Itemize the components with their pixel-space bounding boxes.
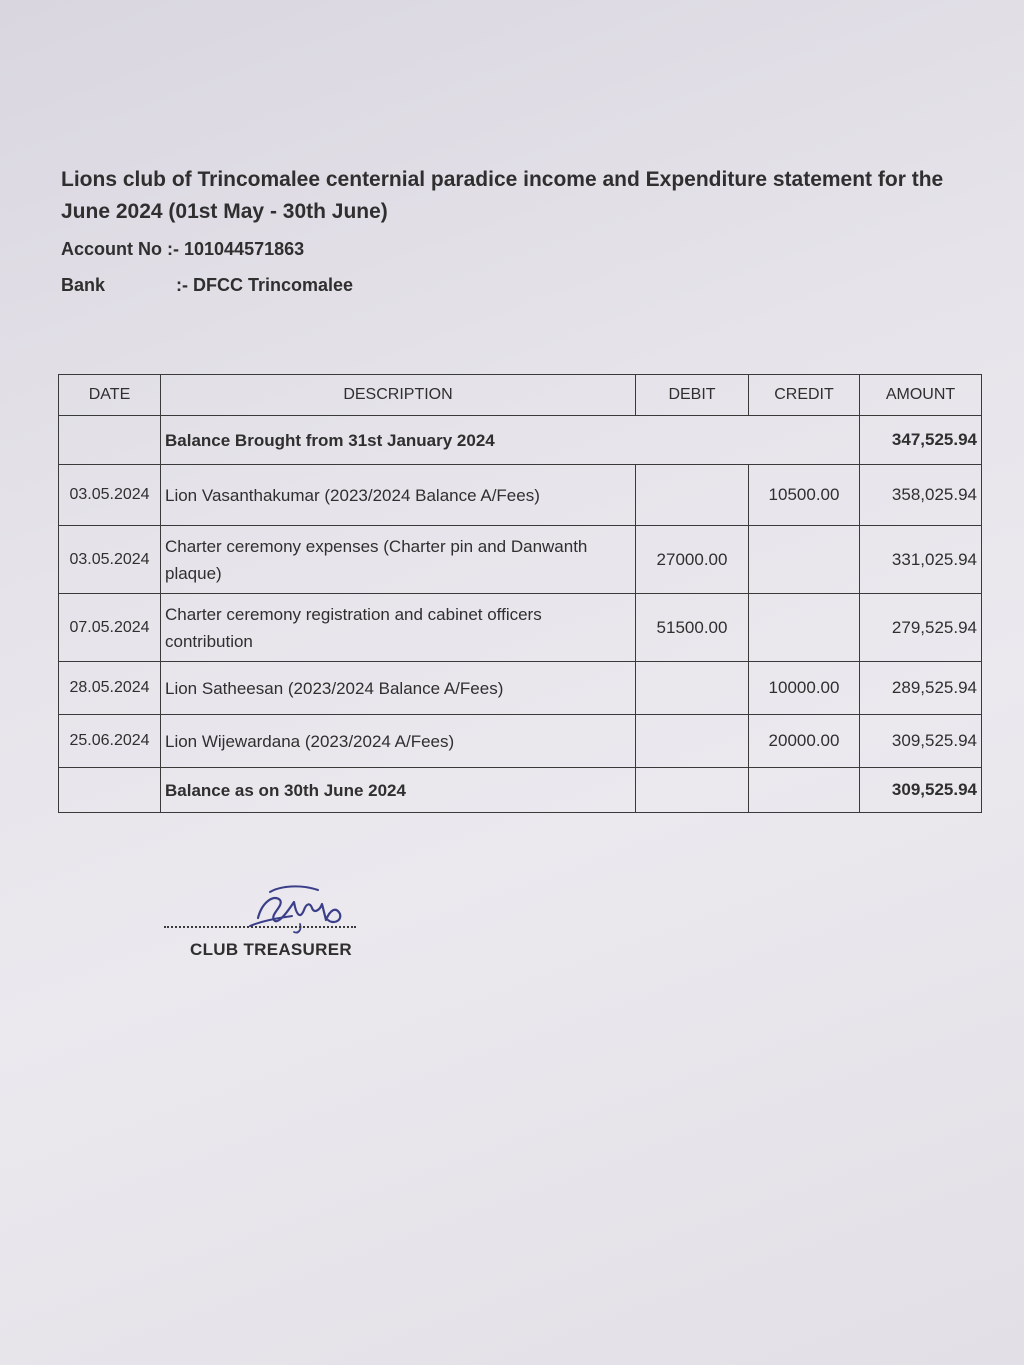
closing-date-cell bbox=[59, 768, 161, 813]
row-amount: 331,025.94 bbox=[860, 526, 982, 594]
column-header-credit: CREDIT bbox=[749, 375, 860, 416]
column-header-date: DATE bbox=[59, 375, 161, 416]
account-number-line bbox=[61, 239, 304, 260]
closing-balance-row bbox=[59, 768, 982, 813]
table-row bbox=[59, 465, 982, 526]
table-row bbox=[59, 594, 982, 662]
row-debit bbox=[636, 465, 749, 526]
opening-balance-row bbox=[59, 416, 982, 465]
treasurer-label: CLUB TREASURER bbox=[190, 940, 352, 959]
row-credit: 10500.00 bbox=[749, 465, 860, 526]
opening-balance-label: Balance Brought from 31st January 2024 bbox=[161, 416, 860, 465]
account-number: 101044571863 bbox=[184, 239, 305, 259]
bank-line bbox=[61, 275, 353, 296]
row-date: 07.05.2024 bbox=[59, 594, 161, 662]
closing-credit-cell bbox=[749, 768, 860, 813]
table-header-row bbox=[59, 375, 982, 416]
row-debit bbox=[636, 662, 749, 715]
row-amount: 309,525.94 bbox=[860, 715, 982, 768]
table-row bbox=[59, 662, 982, 715]
closing-debit-cell bbox=[636, 768, 749, 813]
column-header-description: DESCRIPTION bbox=[161, 375, 636, 416]
table-row bbox=[59, 526, 982, 594]
column-header-debit: DEBIT bbox=[636, 375, 749, 416]
column-header-amount: AMOUNT bbox=[860, 375, 982, 416]
row-credit: 20000.00 bbox=[749, 715, 860, 768]
row-amount: 289,525.94 bbox=[860, 662, 982, 715]
table-row bbox=[59, 715, 982, 768]
signature-line bbox=[164, 926, 356, 928]
row-description: Charter ceremony expenses (Charter pin and Danwanth plaque) bbox=[161, 526, 636, 594]
closing-balance-amount: 309,525.94 bbox=[860, 768, 982, 813]
row-date: 28.05.2024 bbox=[59, 662, 161, 715]
row-amount: 279,525.94 bbox=[860, 594, 982, 662]
treasurer-signature-block bbox=[160, 880, 370, 970]
statement-title: Lions club of Trincomalee centernial paradice income and Expenditure statement for the June 2024 (01st May - 30th June) bbox=[61, 168, 944, 223]
account-label: Account No :- bbox=[61, 239, 179, 259]
row-description: Charter ceremony registration and cabinet officers contribution bbox=[161, 594, 636, 662]
bank-label: Bank bbox=[61, 275, 106, 295]
row-debit bbox=[636, 715, 749, 768]
row-date: 03.05.2024 bbox=[59, 465, 161, 526]
row-credit bbox=[749, 526, 860, 594]
row-description: Lion Satheesan (2023/2024 Balance A/Fees) bbox=[161, 662, 636, 715]
statement-table bbox=[58, 374, 982, 813]
closing-balance-label: Balance as on 30th June 2024 bbox=[161, 768, 636, 813]
opening-balance-amount: 347,525.94 bbox=[860, 416, 982, 465]
row-description: Lion Wijewardana (2023/2024 A/Fees) bbox=[161, 715, 636, 768]
row-date: 03.05.2024 bbox=[59, 526, 161, 594]
opening-date-cell bbox=[59, 416, 161, 465]
row-credit bbox=[749, 594, 860, 662]
row-credit: 10000.00 bbox=[749, 662, 860, 715]
row-date: 25.06.2024 bbox=[59, 715, 161, 768]
row-amount: 358,025.94 bbox=[860, 465, 982, 526]
row-debit: 27000.00 bbox=[636, 526, 749, 594]
bank-value: :- DFCC Trincomalee bbox=[176, 275, 354, 295]
row-description: Lion Vasanthakumar (2023/2024 Balance A/Fees) bbox=[161, 465, 636, 526]
row-debit: 51500.00 bbox=[636, 594, 749, 662]
